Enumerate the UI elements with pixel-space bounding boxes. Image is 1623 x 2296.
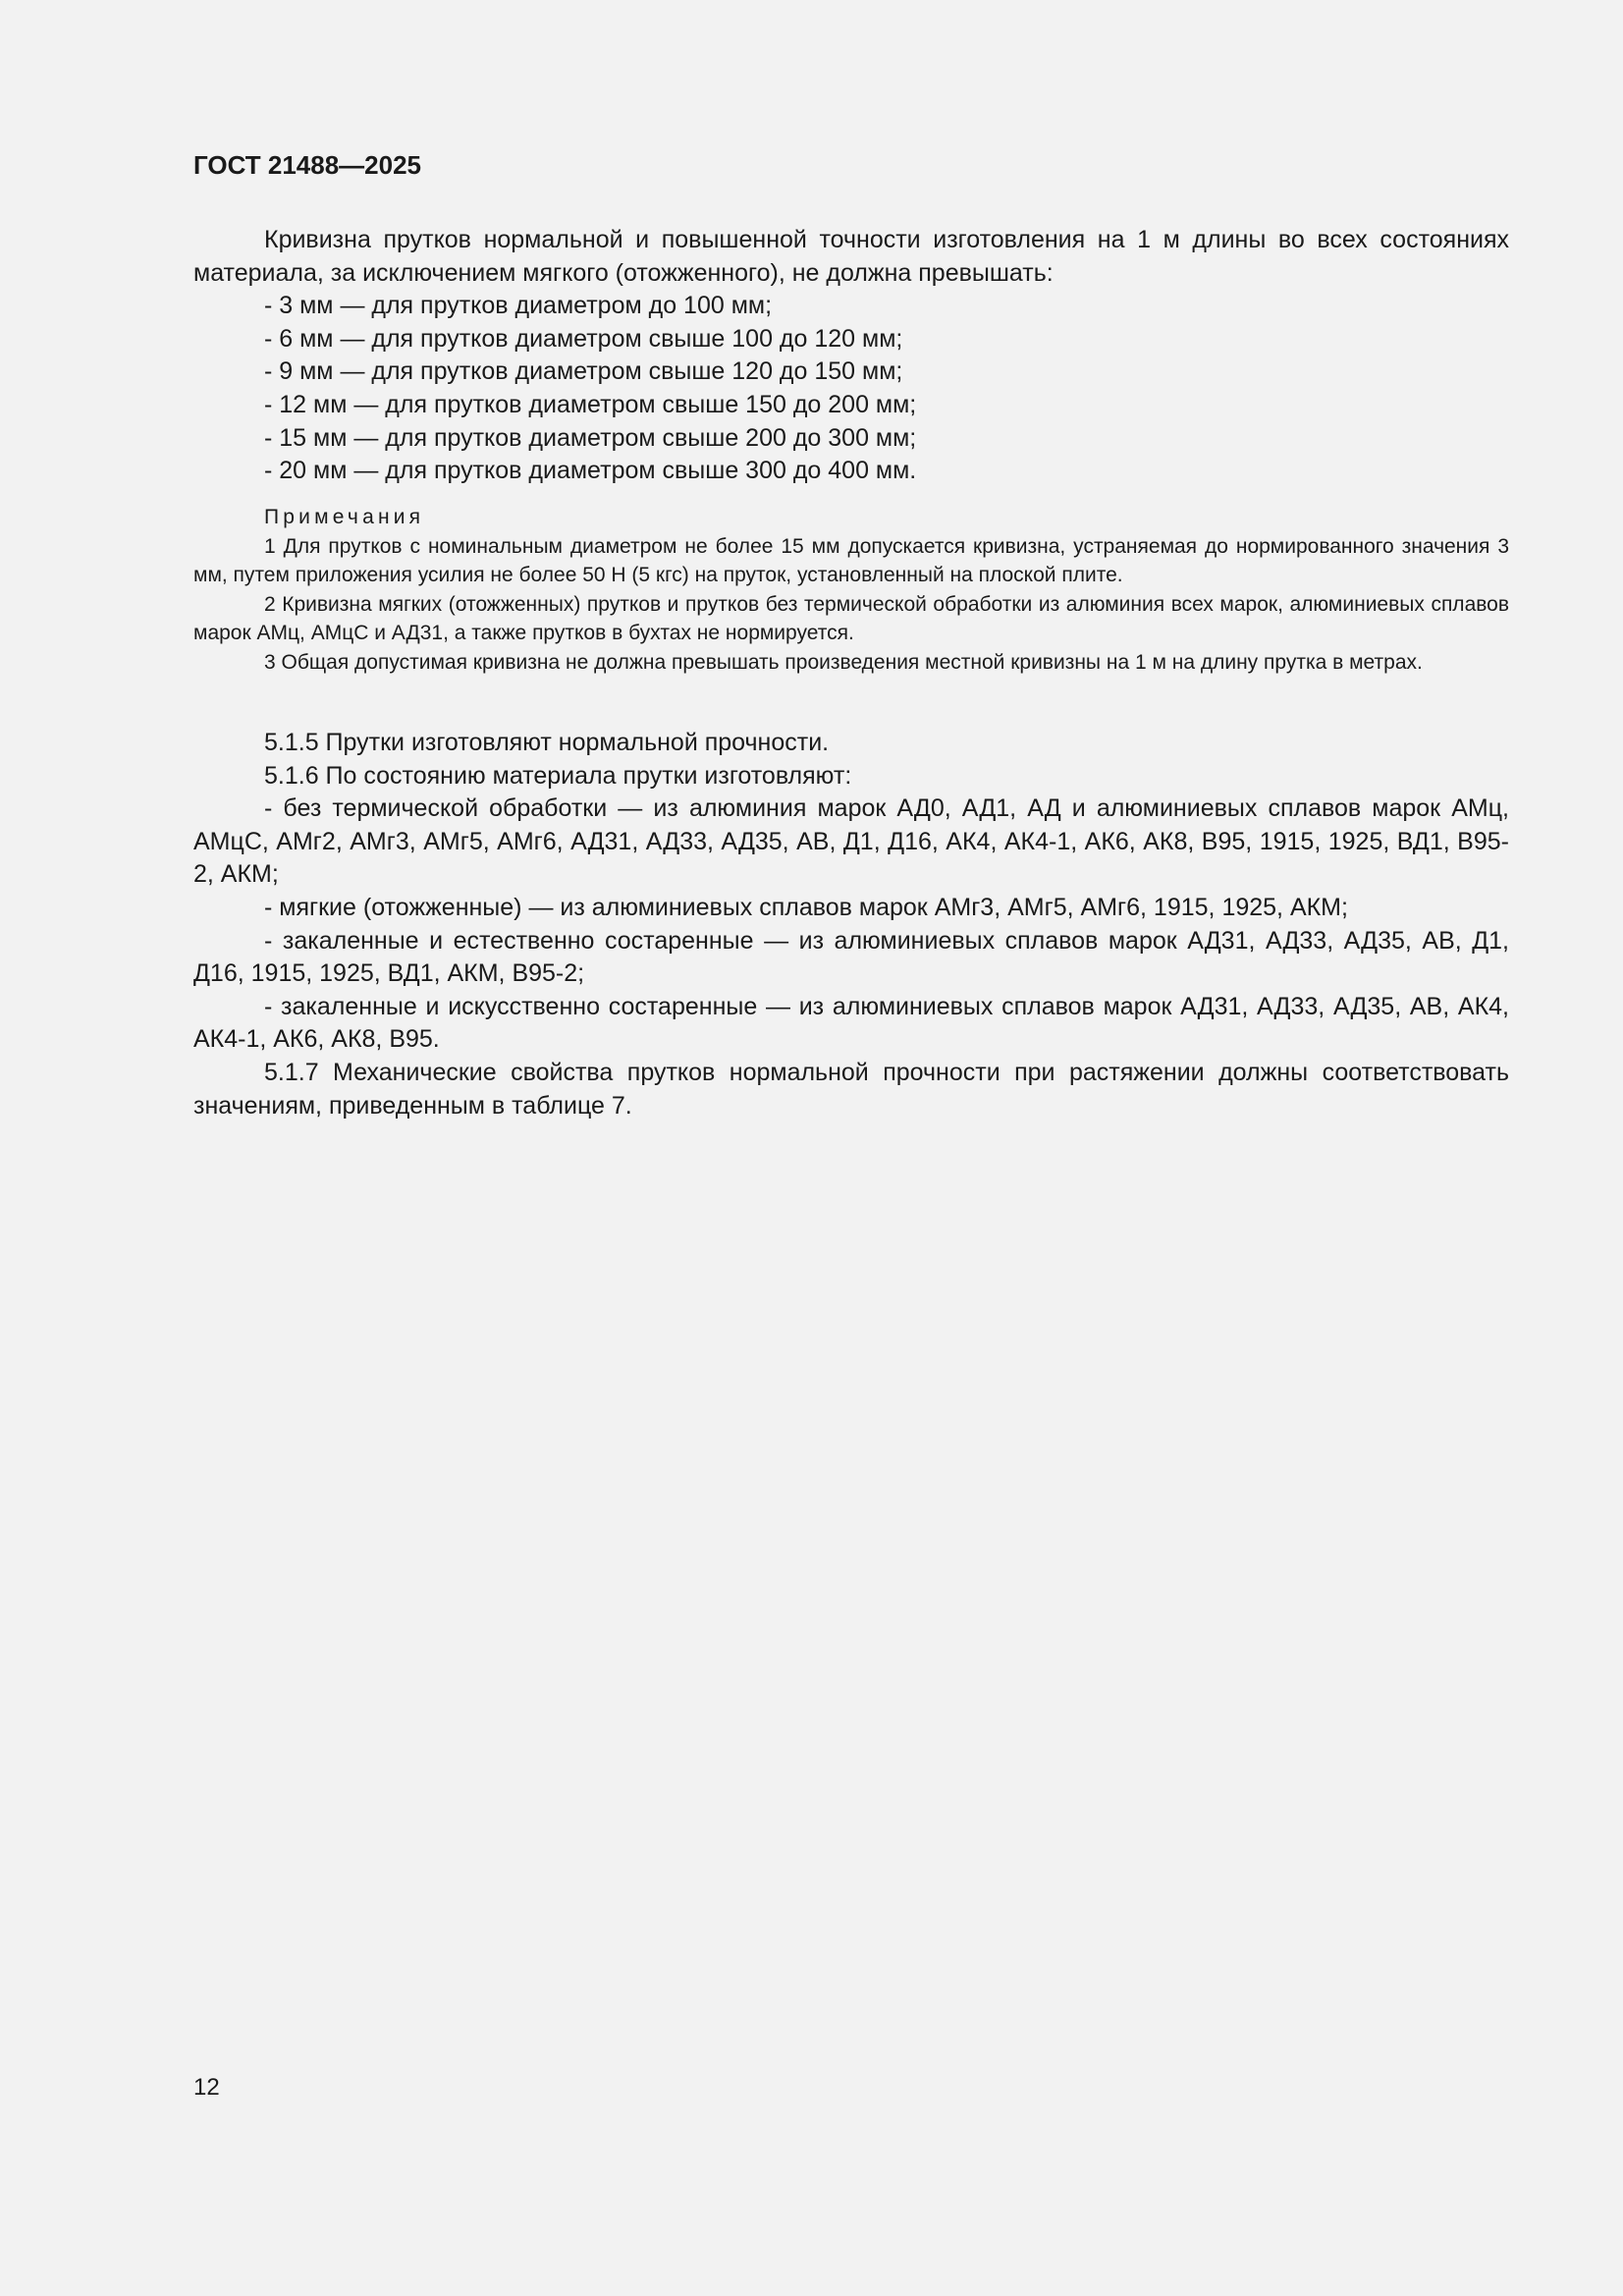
curvature-section [193,224,1509,488]
clause-paragraph: - закаленные и естественно состаренные — из алюминиевых сплавов марок АД31, АД33, АД35, АВ, Д1, Д16, 1915, 1925, ВД1, АКМ, В95-2; [193,926,1509,988]
notes-list [193,532,1509,678]
curvature-list-item: - 12 мм — для прутков диаметром свыше 150 до 200 мм; [264,390,917,418]
notes-title: Примечания [264,506,425,528]
page-number: 12 [193,2074,220,2101]
notes-section [193,503,1509,678]
curvature-list-item: - 3 мм — для прутков диаметром до 100 мм; [264,292,773,320]
curvature-list-item: - 20 мм — для прутков диаметром свыше 300 до 400 мм. [264,457,917,485]
clauses-section [193,727,1509,1122]
document-header: ГОСТ 21488—2025 [193,150,421,180]
curvature-list [193,290,1509,488]
note-item: 3 Общая допустимая кривизна не должна превышать произведения местной кривизны на 1 м на длину прутка в метрах. [264,650,1423,674]
curvature-list-item: - 15 мм — для прутков диаметром свыше 200 до 300 мм; [264,423,917,452]
clause-paragraph: - закаленные и искусственно состаренные — из алюминиевых сплавов марок АД31, АД33, АД35, АВ, АК4, АК4-1, АК6, АК8, В95. [193,992,1509,1054]
clauses-list [193,727,1509,1122]
intro-paragraph: Кривизна прутков нормальной и повышенной точности изготовления на 1 м длины во всех состояниях материала, за исключением мягкого (отожженного), не должна превышать: [193,226,1509,287]
clause-paragraph: - мягкие (отожженные) — из алюминиевых сплавов марок АМг3, АМг5, АМг6, 1915, 1925, АКМ; [264,893,1348,921]
curvature-list-item: - 6 мм — для прутков диаметром свыше 100 до 120 мм; [264,324,903,353]
clause-paragraph: 5.1.6 По состоянию материала прутки изготовляют: [264,761,852,790]
curvature-list-item: - 9 мм — для прутков диаметром свыше 120 до 150 мм; [264,357,903,386]
clause-paragraph: - без термической обработки — из алюминия марок АД0, АД1, АД и алюминиевых сплавов марок АМц, АМцС, АМг2, АМг3, АМг5, АМг6, АД31, АД33, АД35, АВ, Д1, Д16, АК4, АК4-1, АК6, АК8, В95, 1915, 1925, ВД1, В95-2, АКМ; [193,794,1509,889]
note-item: 1 Для прутков с номинальным диаметром не более 15 мм допускается кривизна, устраняемая до нормированного значения 3 мм, путем приложения усилия не более 50 Н (5 кгс) на пруток, установленный на плоской плите. [193,534,1509,587]
clause-paragraph: 5.1.5 Прутки изготовляют нормальной прочности. [264,729,830,756]
note-item: 2 Кривизна мягких (отожженных) прутков и прутков без термической обработки из алюминия всех марок, алюминиевых сплавов марок АМц, АМцС и АД31, а также прутков в бухтах не нормируется. [193,592,1509,645]
clause-paragraph: 5.1.7 Механические свойства прутков нормальной прочности при растяжении должны соответствовать значениям, приведенным в таблице 7. [193,1058,1509,1120]
